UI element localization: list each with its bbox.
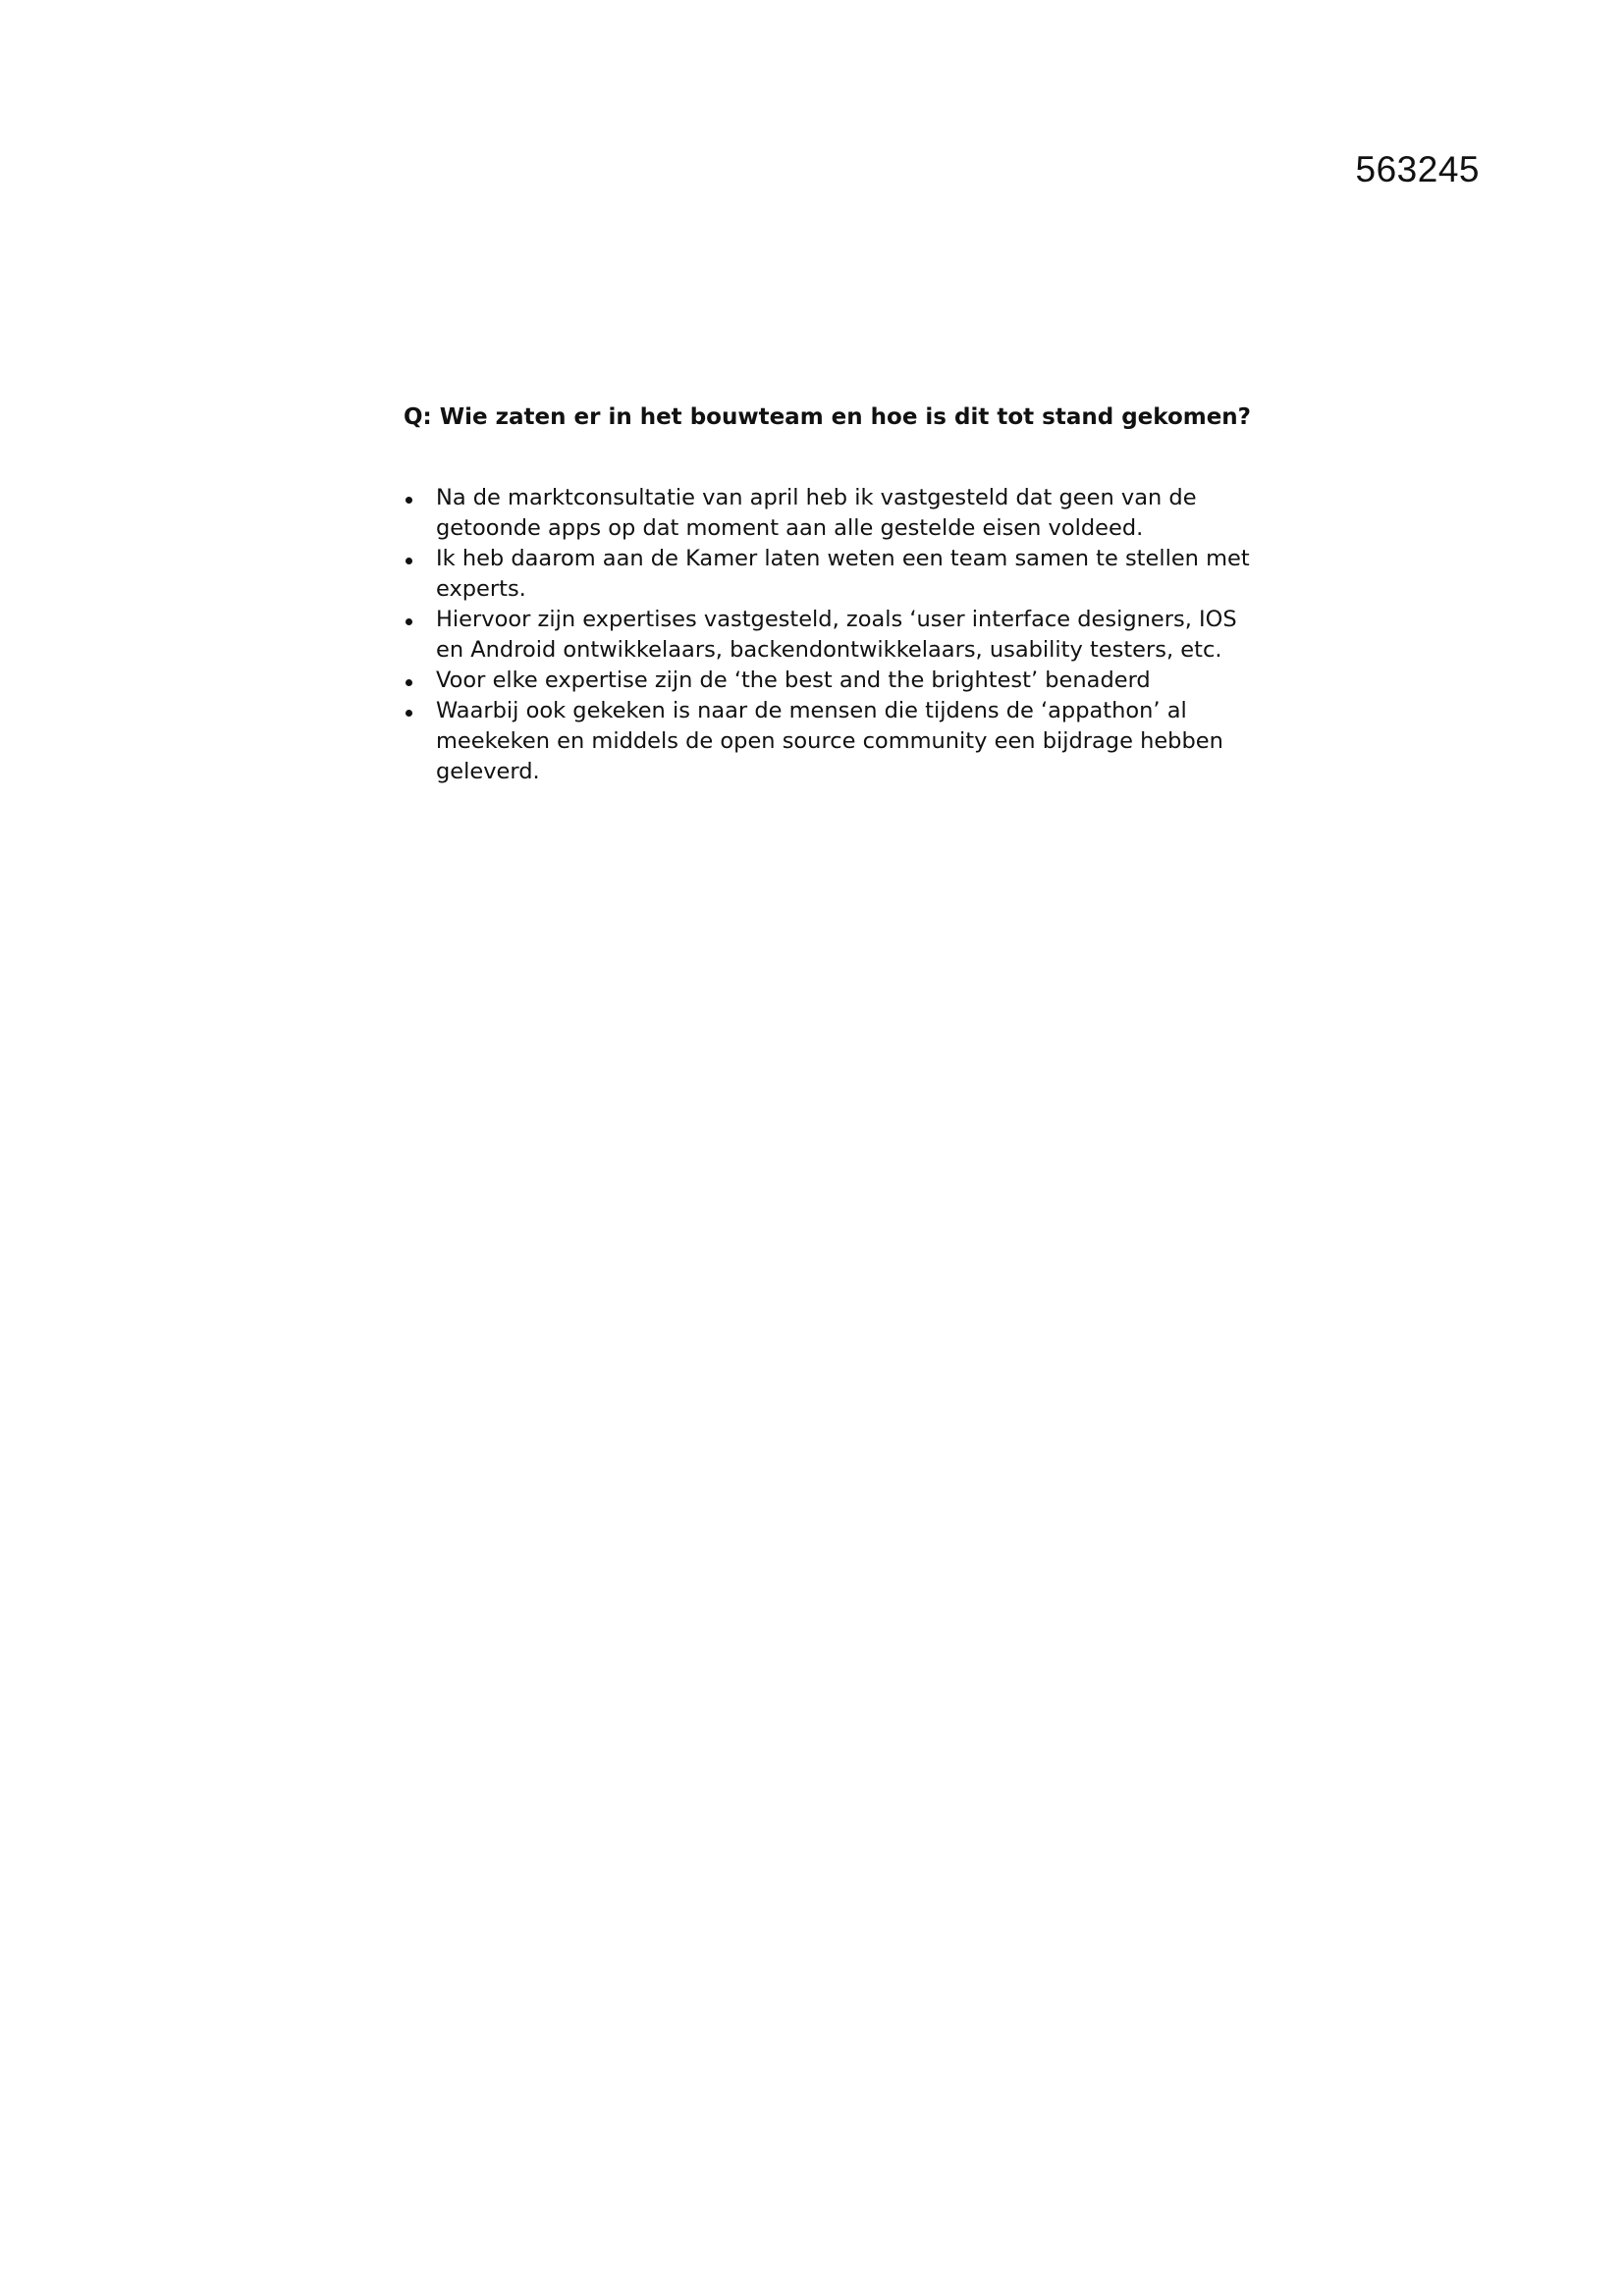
question-heading: Q: Wie zaten er in het bouwteam en hoe is dit tot stand gekomen? [404, 404, 1252, 430]
list-item [404, 666, 1268, 696]
list-item-text: Waarbij ook gekeken is naar de mensen die tijdens de ‘appathon’ al meekeken en middels de open source community een bijdrage hebben geleverd. [436, 698, 1223, 784]
list-item [404, 483, 1268, 544]
bullet-icon [406, 710, 412, 717]
answer-list [404, 483, 1268, 787]
bullet-icon [406, 497, 412, 504]
bullet-icon [406, 618, 412, 625]
list-item-text: Voor elke expertise zijn de ‘the best and the brightest’ benaderd [436, 667, 1151, 693]
document-number: 563245 [1355, 149, 1480, 189]
bullet-icon [406, 558, 412, 564]
list-item-text: Ik heb daarom aan de Kamer laten weten een team samen te stellen met experts. [436, 546, 1250, 602]
list-item-text: Hiervoor zijn expertises vastgesteld, zoals ‘user interface designers, IOS en Android ontwikkelaars, backendontwikkelaars, usability testers, etc. [436, 607, 1237, 663]
list-item-text: Na de marktconsultatie van april heb ik vastgesteld dat geen van de getoonde apps op dat moment aan alle gestelde eisen voldeed. [436, 485, 1197, 541]
list-item [404, 544, 1268, 605]
bullet-icon [406, 679, 412, 686]
list-item [404, 696, 1268, 787]
list-item [404, 605, 1268, 666]
